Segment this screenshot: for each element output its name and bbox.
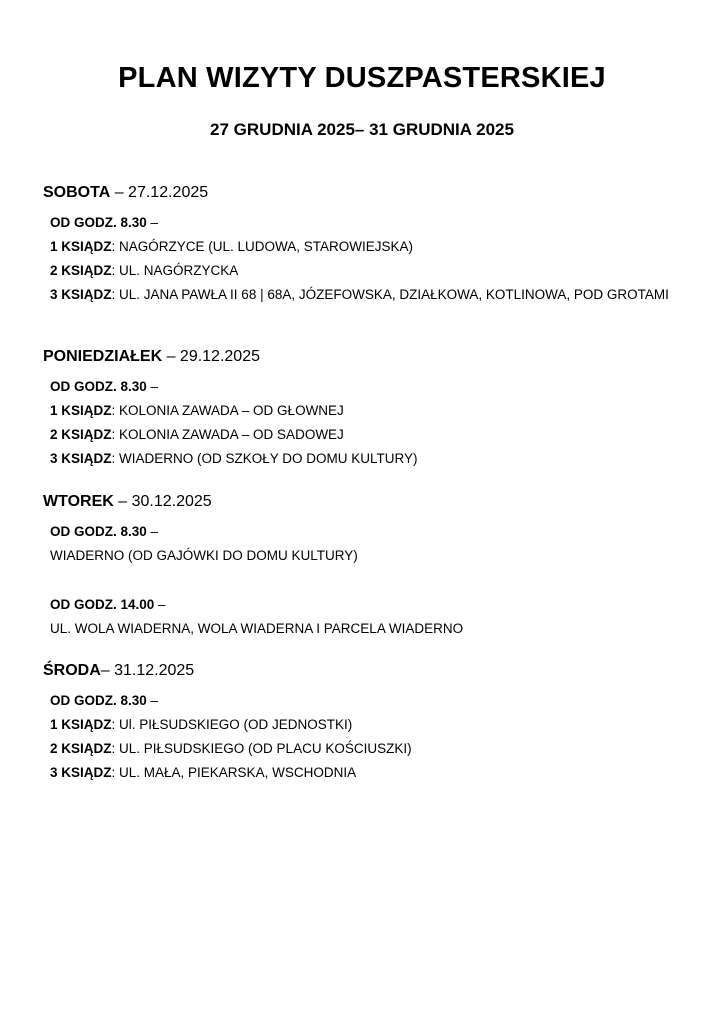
start-time-line (50, 379, 683, 395)
day-entries (50, 215, 683, 303)
spacer (50, 572, 683, 597)
assignment-text: : KOLONIA ZAWADA – OD GŁOWNEJ (111, 403, 344, 418)
priest-assignment-1 (50, 717, 683, 733)
start-time: OD GODZ. 8.30 (50, 524, 147, 539)
priest-assignment-2 (50, 741, 683, 757)
start-time: OD GODZ. 8.30 (50, 379, 147, 394)
assignment-text: : UL. PIŁSUDSKIEGO (OD PLACU KOŚCIUSZKI) (111, 741, 412, 756)
priest-assignment-3 (50, 765, 683, 781)
day-section-sobota (43, 183, 683, 311)
day-heading (43, 492, 683, 512)
assignment-text: : UL. JANA PAWŁA II 68 | 68A, JÓZEFOWSKA, DZIAŁKOWA, KOTLINOWA, POD GROTAMI (111, 287, 669, 302)
day-date: – 29.12.2025 (162, 348, 260, 365)
day-section-sroda (43, 661, 683, 789)
start-time-line (50, 215, 683, 231)
priest-label: 1 KSIĄDZ (50, 717, 112, 732)
priest-label: 1 KSIĄDZ (50, 239, 112, 254)
day-heading (43, 347, 683, 367)
priest-assignment-2 (50, 263, 683, 279)
start-time-dash: – (154, 597, 166, 612)
visit-area-text: WIADERNO (OD GAJÓWKI DO DOMU KULTURY) (50, 548, 358, 563)
date-range-subtitle: 27 GRUDNIA 2025– 31 GRUDNIA 2025 (210, 120, 514, 139)
day-date: – 27.12.2025 (110, 184, 209, 201)
assignment-text: : NAGÓRZYCE (UL. LUDOWA, STAROWIEJSKA) (111, 239, 414, 254)
second-start-time-line (50, 597, 683, 613)
day-name: SOBOTA (43, 184, 111, 201)
start-time: OD GODZ. 8.30 (50, 693, 147, 708)
day-name: PONIEDZIAŁEK (43, 348, 163, 365)
day-date: – 30.12.2025 (113, 493, 212, 510)
day-name: WTOREK (43, 493, 114, 510)
priest-label: 2 KSIĄDZ (50, 741, 112, 756)
visit-area-text: UL. WOLA WIADERNA, WOLA WIADERNA I PARCELA WIADERNO (50, 621, 464, 636)
day-entries (50, 693, 683, 781)
day-name: ŚRODA (43, 662, 101, 679)
priest-assignment-2 (50, 427, 683, 443)
day-heading (43, 661, 683, 681)
priest-assignment-1 (50, 403, 683, 419)
assignment-text: : WIADERNO (OD SZKOŁY DO DOMU KULTURY) (111, 451, 418, 466)
priest-label: 3 KSIĄDZ (50, 287, 112, 302)
day-section-wtorek (43, 492, 683, 645)
day-heading (43, 183, 683, 203)
start-time-dash: – (146, 693, 159, 708)
priest-label: 3 KSIĄDZ (50, 765, 112, 780)
day-section-poniedzialek (43, 347, 683, 475)
day-entries (50, 379, 683, 467)
priest-assignment-1 (50, 239, 683, 255)
start-time-line (50, 524, 683, 540)
start-time: OD GODZ. 8.30 (50, 215, 147, 230)
start-time-dash: – (146, 524, 159, 539)
start-time: OD GODZ. 14.00 (50, 597, 155, 612)
assignment-text: : UL. NAGÓRZYCKA (111, 263, 239, 278)
assignment-text: : UL. MAŁA, PIEKARSKA, WSCHODNIA (111, 765, 357, 780)
start-time-dash: – (146, 215, 159, 230)
day-entries (50, 524, 683, 637)
page-title: PLAN WIZYTY DUSZPASTERSKIEJ (118, 62, 606, 94)
priest-label: 1 KSIĄDZ (50, 403, 112, 418)
start-time-dash: – (146, 379, 159, 394)
priest-label: 3 KSIĄDZ (50, 451, 112, 466)
priest-label: 2 KSIĄDZ (50, 427, 112, 442)
priest-label: 2 KSIĄDZ (50, 263, 112, 278)
assignment-text: : KOLONIA ZAWADA – OD SADOWEJ (111, 427, 344, 442)
priest-assignment-3 (50, 451, 683, 467)
assignment-text: : Ul. PIŁSUDSKIEGO (OD JEDNOSTKI) (111, 717, 353, 732)
start-time-line (50, 693, 683, 709)
day-date: – 31.12.2025 (100, 662, 195, 679)
priest-assignment-3 (50, 287, 683, 303)
